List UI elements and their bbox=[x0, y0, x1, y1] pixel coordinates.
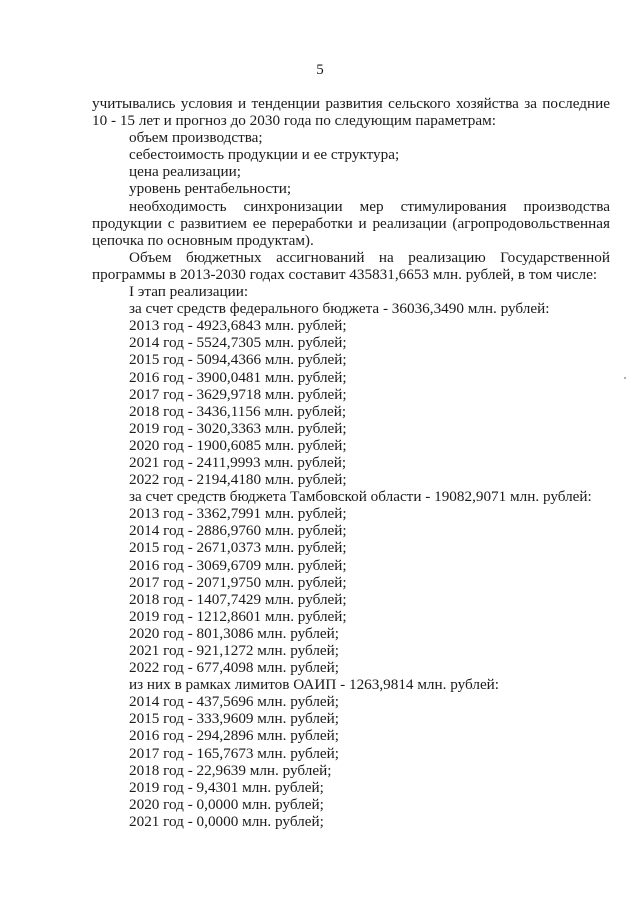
oaip-year-item: 2015 год - 333,9609 млн. рублей; bbox=[129, 710, 340, 728]
federal-year-item: 2014 год - 5524,7305 млн. рублей; bbox=[129, 334, 347, 352]
scan-speck bbox=[624, 377, 626, 379]
parameters-list bbox=[92, 129, 610, 197]
sync-paragraph: необходимость синхронизации мер стимулирования производства продукции с развитием ее переработки и реализации (агропродовольственная цепочка по основным продуктам). bbox=[92, 197, 610, 249]
federal-year-item: 2013 год - 4923,6843 млн. рублей; bbox=[129, 317, 347, 335]
regional-heading: за счет средств бюджета Тамбовской области - 19082,9071 млн. рублей: bbox=[129, 488, 592, 506]
oaip-year-item: 2016 год - 294,2896 млн. рублей; bbox=[129, 727, 340, 745]
regional-year-item: 2020 год - 801,3086 млн. рублей; bbox=[129, 624, 340, 642]
regional-year-item: 2021 год - 921,1272 млн. рублей; bbox=[129, 642, 340, 659]
federal-year-item: 2016 год - 3900,0481 млн. рублей; bbox=[129, 368, 347, 386]
federal-heading: за счет средств федерального бюджета - 36036,3490 млн. рублей: bbox=[129, 300, 550, 318]
federal-year-item: 2017 год - 3629,9718 млн. рублей; bbox=[129, 385, 347, 403]
oaip-year-item: 2018 год - 22,9639 млн. рублей; bbox=[129, 761, 332, 779]
regional-year-list bbox=[92, 505, 610, 676]
federal-year-item: 2022 год - 2194,4180 млн. рублей; bbox=[129, 471, 347, 489]
parameter-item: объем производства; bbox=[129, 129, 263, 147]
regional-year-item: 2018 год - 1407,7429 млн. рублей; bbox=[129, 590, 347, 608]
regional-year-item: 2019 год - 1212,8601 млн. рублей; bbox=[129, 607, 347, 625]
document-body bbox=[92, 95, 610, 830]
oaip-year-item: 2021 год - 0,0000 млн. рублей; bbox=[129, 812, 324, 830]
federal-year-item: 2015 год - 5094,4366 млн. рублей; bbox=[129, 351, 347, 369]
oaip-year-item: 2020 год - 0,0000 млн. рублей; bbox=[129, 795, 324, 813]
federal-year-item: 2018 год - 3436,1156 млн. рублей; bbox=[129, 402, 347, 420]
oaip-year-list bbox=[92, 693, 610, 830]
federal-year-item: 2020 год - 1900,6085 млн. рублей; bbox=[129, 436, 347, 454]
parameter-item: уровень рентабельности; bbox=[129, 180, 292, 198]
regional-year-item: 2017 год - 2071,9750 млн. рублей; bbox=[129, 573, 347, 591]
regional-year-item: 2016 год - 3069,6709 млн. рублей; bbox=[129, 556, 347, 574]
federal-year-item: 2019 год - 3020,3363 млн. рублей; bbox=[129, 419, 347, 437]
oaip-heading: из них в рамках лимитов ОАИП - 1263,9814 млн. рублей: bbox=[129, 676, 500, 694]
regional-year-item: 2022 год - 677,4098 млн. рублей; bbox=[129, 659, 340, 677]
oaip-year-item: 2017 год - 165,7673 млн. рублей; bbox=[129, 744, 340, 762]
budget-summary: Объем бюджетных ассигнований на реализацию Государственной программы в 2013-2030 годах составит 435831,6653 млн. рублей, в том числе: bbox=[92, 248, 610, 283]
parameter-item: себестоимость продукции и ее структура; bbox=[129, 146, 400, 164]
regional-year-item: 2015 год - 2671,0373 млн. рублей; bbox=[129, 539, 347, 557]
parameter-item: цена реализации; bbox=[129, 163, 241, 181]
page-number: 5 bbox=[316, 62, 324, 78]
regional-year-item: 2013 год - 3362,7991 млн. рублей; bbox=[129, 505, 347, 523]
intro-paragraph: учитывались условия и тенденции развития сельского хозяйства за последние 10 - 15 лет и прогноз до 2030 года по следующим параметрам: bbox=[92, 95, 610, 130]
regional-year-item: 2014 год - 2886,9760 млн. рублей; bbox=[129, 522, 347, 540]
federal-year-list bbox=[92, 317, 610, 488]
federal-year-item: 2021 год - 2411,9993 млн. рублей; bbox=[129, 453, 347, 471]
oaip-year-item: 2019 год - 9,4301 млн. рублей; bbox=[129, 778, 324, 796]
stage-heading: I этап реализации: bbox=[129, 283, 249, 301]
oaip-year-item: 2014 год - 437,5696 млн. рублей; bbox=[129, 693, 340, 711]
